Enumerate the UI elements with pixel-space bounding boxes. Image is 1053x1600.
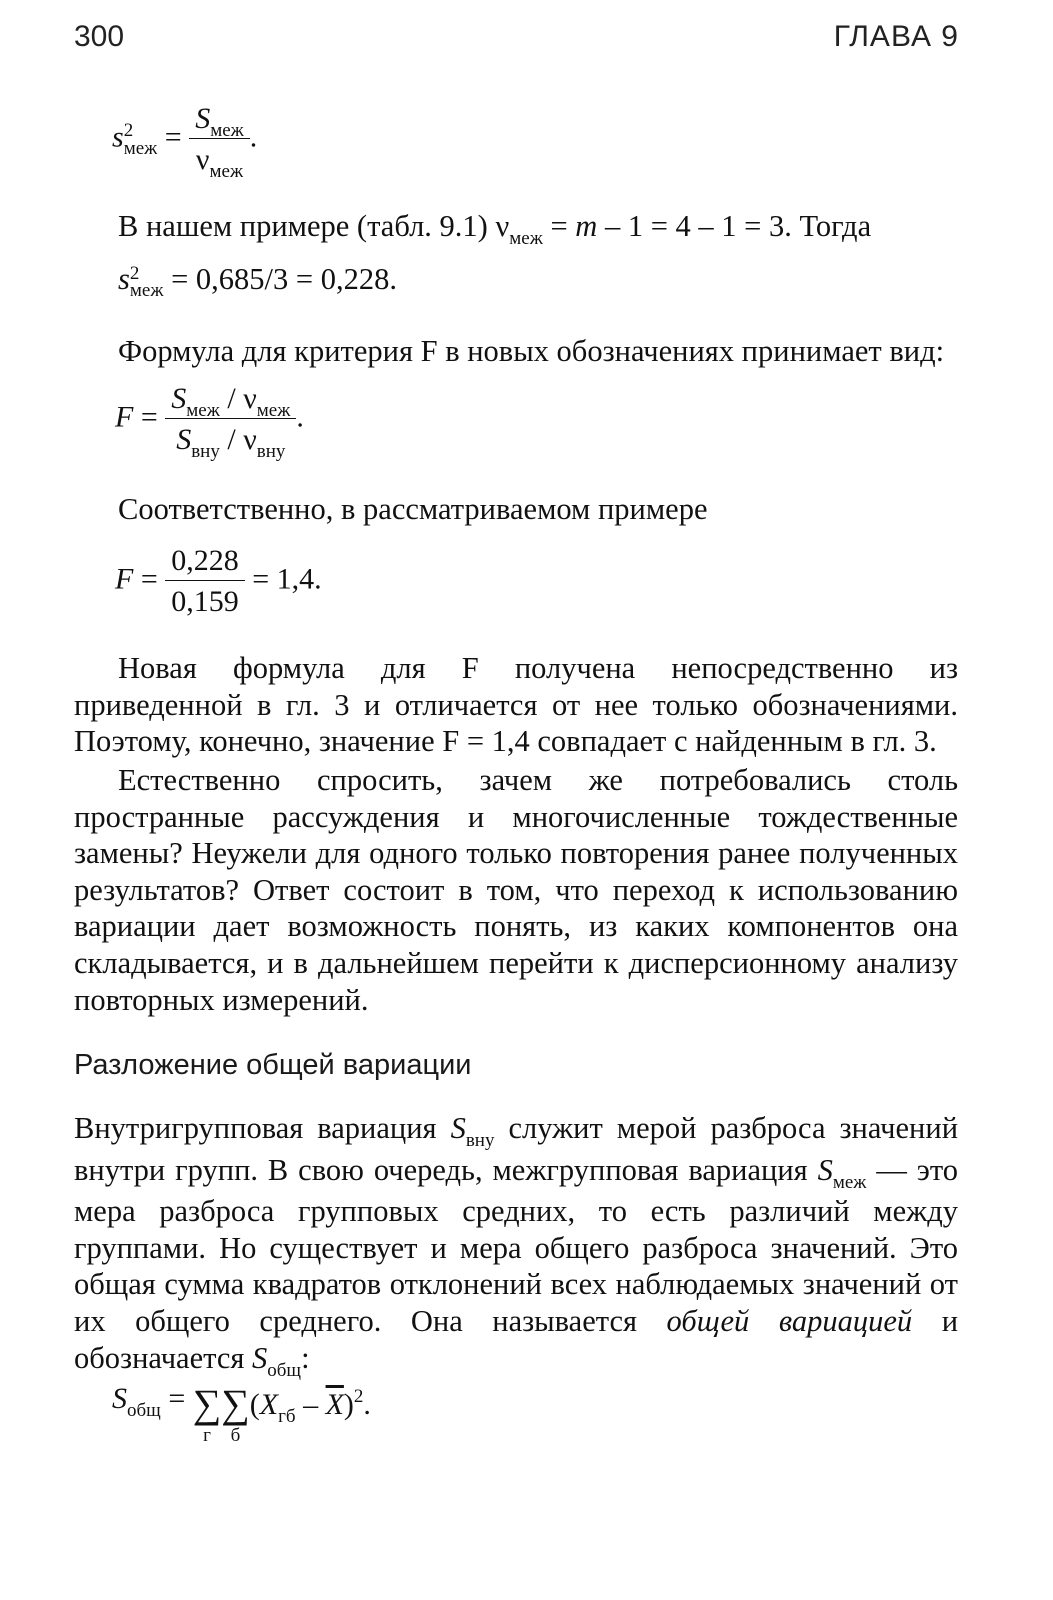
page-number: 300 (74, 20, 125, 53)
example-intro: Соответственно, в рассматриваемом примере (118, 492, 708, 526)
example-line: В нашем примере (табл. 9.1) $\nu_{меж} = m - 1 = 4 - 1 = 3$. Тогда (118, 209, 872, 249)
emphasis-term: общей вариацией (666, 1303, 913, 1338)
formula-intro: Формула для критерия F в новых обозначениях принимает вид: (118, 334, 945, 368)
equation-F: F = $\frac{S_{меж} / \nu_{меж}}{S_{вну} / \nu_{вну}}$ . (115, 382, 304, 462)
equation-F-value: F = $\frac{0,228}{0,159}$ = 1,4. (115, 544, 322, 618)
chapter-header: ГЛАВА 9 (833, 20, 959, 53)
fraction: $\frac{S_{меж} / \nu_{меж}}{S_{вну} / \nu_{вну}}$ (165, 384, 296, 455)
fraction: $\frac{S_{меж}}{\nu_{меж}}$ (189, 104, 250, 175)
equation-between-group-variance: s 2 меж = $\frac{S_{меж}}{\nu_{меж}}$ . (112, 102, 258, 182)
example-calc: s 2 меж = 0,685/3 = 0,228. (118, 262, 397, 301)
fraction: $\frac{0,228}{0,159}$ (165, 546, 245, 617)
paragraph-new-formula: Новая формула для F получена непосредственно из приведенной в гл. 3 и отличается от нее только обозначениями. Поэтому, конечно, значение F = 1,4 совпадает с найденным в гл. 3. (74, 651, 958, 759)
equation-total-variation: $S_{общ}$ = ∑ г ∑ б $(X_{гб} - \overline{X})^2$. (112, 1381, 371, 1446)
paragraph-question: Естественно спросить, зачем же потребовались столь пространные рассуждения и многочисленные тождественные замены? Неужели для одного только повторения ранее полученных результатов? Ответ состоит в том, что переход к использованию вариации дает возможность понять, из каких компонентов она складывается, и в дальнейшем перейти к дисперсионному анализу повторных измерений. (74, 763, 958, 1017)
section-title: Разложение общей вариации (74, 1049, 472, 1081)
paragraph-variation: Внутригрупповая вариация $S_{вну}$ служит мерой разброса значений внутри групп. В свою очередь, межгрупповая вариация $S_{меж}$ — это мера разброса групповых средних, то есть различий между группами. Но существует и мера общего разброса значений. Это общая сумма квадратов отклонений всех наблюдаемых значений от их общего среднего. Она называется общей вариацией и обозначается $S_{общ}$: (74, 1111, 959, 1381)
